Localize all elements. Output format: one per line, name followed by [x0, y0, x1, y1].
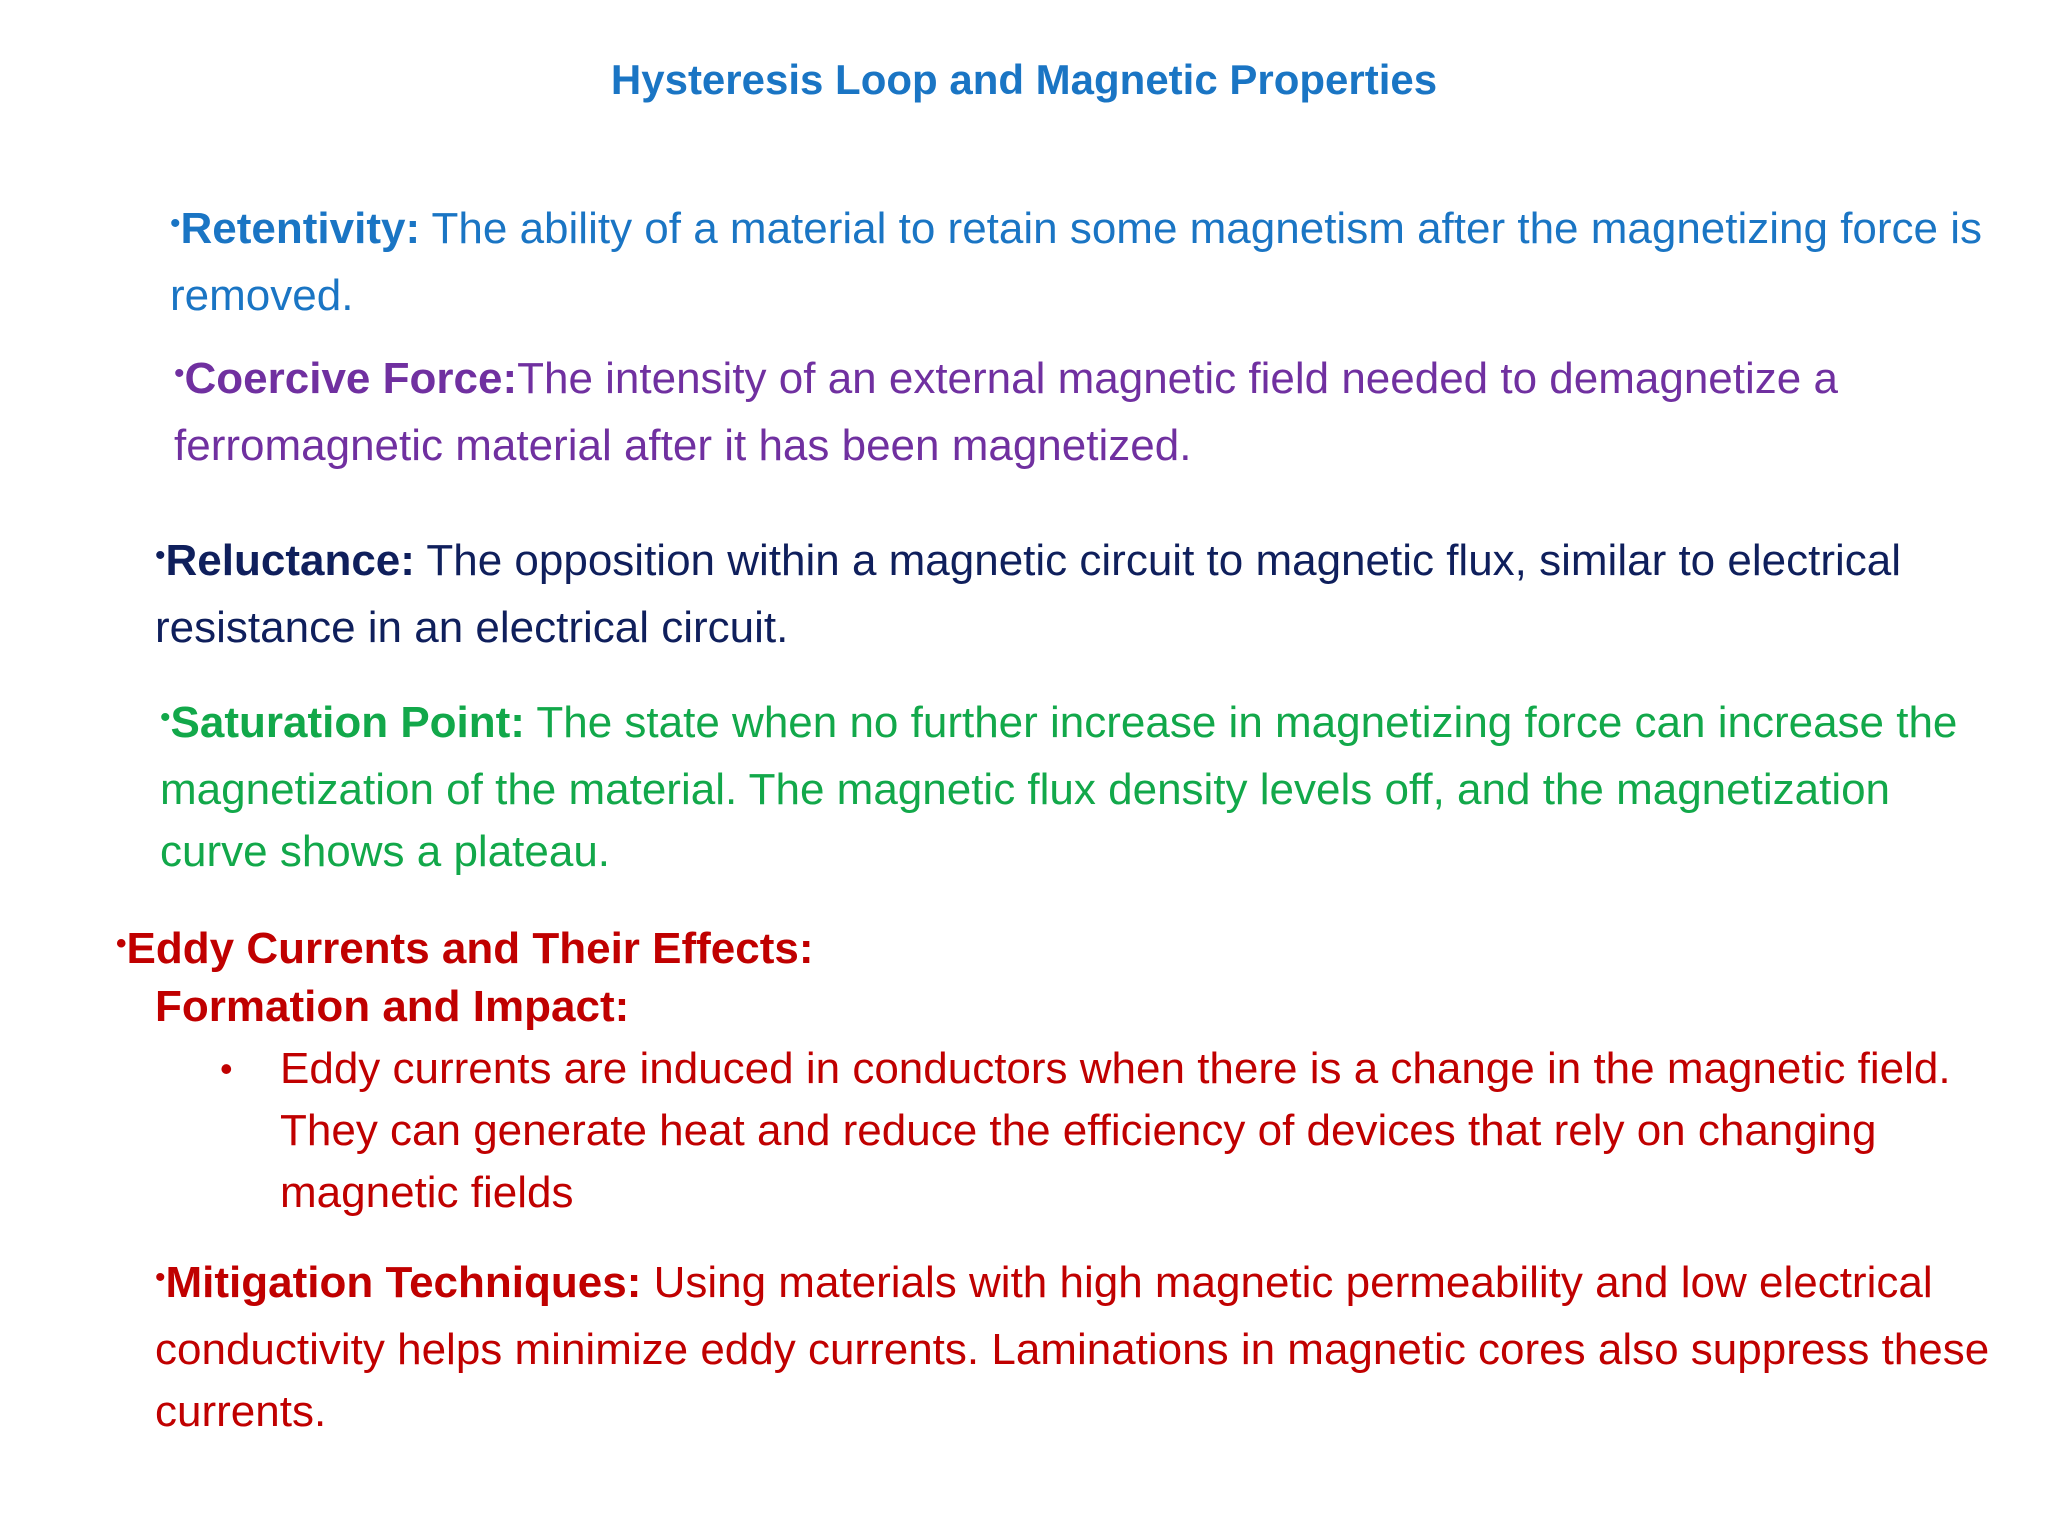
coercive-force-term: Coercive Force:: [184, 354, 518, 403]
eddy-currents-sub-bullet-text: Eddy currents are induced in conductors when there is a change in the magnetic field. They can generate heat and reduce the efficiency of devices that rely on changing magnetic fields: [280, 1044, 1951, 1217]
bullet-icon: •: [174, 357, 185, 390]
bullet-icon: •: [220, 1048, 233, 1089]
mitigation-techniques-term: Mitigation Techniques:: [165, 1258, 642, 1307]
eddy-currents-heading-text: Eddy Currents and Their Effects:: [126, 924, 814, 973]
retentivity-term: Retentivity:: [180, 204, 421, 253]
retentivity-text: The ability of a material to retain some magnetism after the magnetizing force is removed.: [170, 204, 1983, 320]
bullet-icon: •: [160, 701, 171, 734]
slide-title: Hysteresis Loop and Magnetic Properties: [610, 56, 1438, 103]
bullet-icon: •: [170, 207, 181, 240]
reluctance-term: Reluctance:: [165, 536, 415, 585]
coercive-force-text: The intensity of an external magnetic field needed to demagnetize a ferromagnetic material after it has been magnetized.: [174, 354, 1838, 470]
formation-and-impact-subheading: Formation and Impact:: [155, 982, 630, 1031]
eddy-currents-sub-bullet: [220, 1038, 2000, 1224]
coercive-force-bullet: [174, 348, 1974, 477]
saturation-point-text: The state when no further increase in magnetizing force can increase the magnetization of the material. The magnetic flux density levels off, and the magnetization curve shows a plateau.: [160, 698, 1958, 876]
reluctance-text: The opposition within a magnetic circuit to magnetic flux, similar to electrical resistance in an electrical circuit.: [155, 536, 1901, 652]
saturation-point-bullet: [160, 692, 2000, 883]
mitigation-techniques-bullet: [155, 1252, 2015, 1443]
reluctance-bullet: [155, 530, 2035, 659]
mitigation-techniques-text: Using materials with high magnetic permeability and low electrical conductivity helps minimize eddy currents. Laminations in magnetic cores also suppress these currents.: [155, 1258, 1990, 1436]
bullet-icon: •: [116, 927, 127, 960]
bullet-icon: •: [155, 1261, 166, 1294]
bullet-icon: •: [155, 539, 166, 572]
retentivity-bullet: [170, 198, 1990, 327]
saturation-point-term: Saturation Point:: [170, 698, 525, 747]
eddy-currents-heading: [116, 918, 1316, 985]
